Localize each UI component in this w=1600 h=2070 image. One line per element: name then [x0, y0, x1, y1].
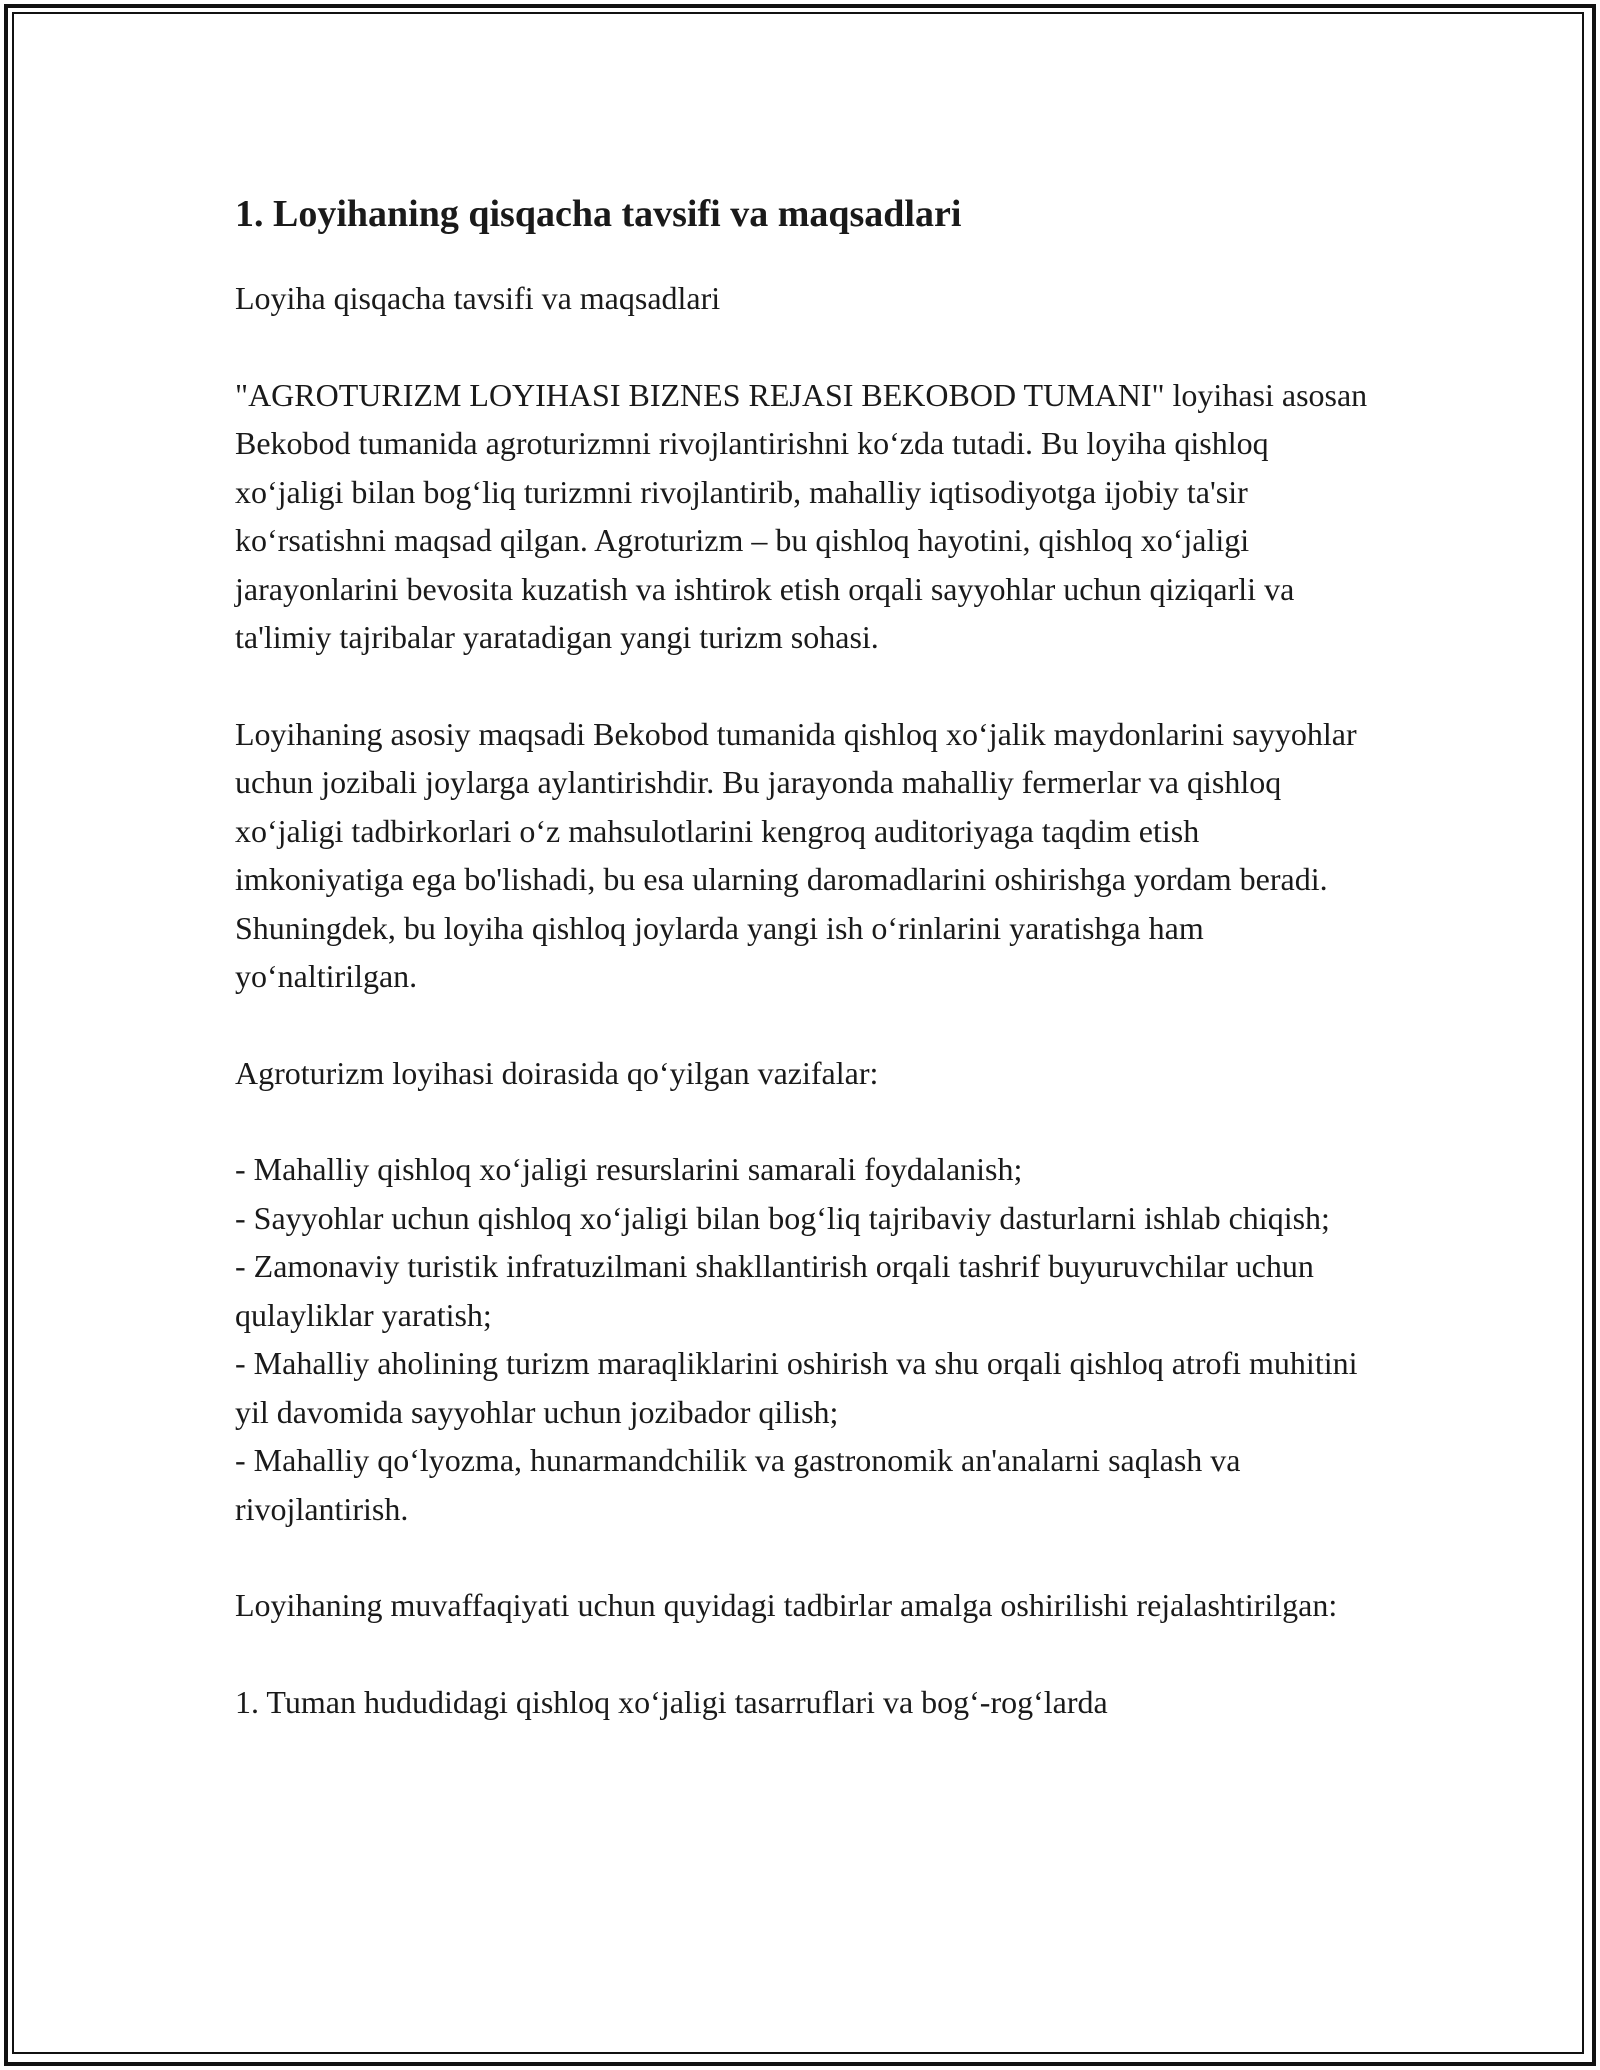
- measures-intro: Loyihaning muvaffaqiyati uchun quyidagi tadbirlar amalga oshirilishi rejalashtirilgan:: [235, 1587, 1338, 1623]
- list-item: - Mahalliy aholining turizm maraqliklarini oshirish va shu orqali qishloq atrofi muhitini yil davomida sayyohlar uchun jozibador qilish;: [235, 1345, 1358, 1430]
- goal-paragraph: Loyihaning asosiy maqsadi Bekobod tumanida qishloq xo‘jalik maydonlarini sayyohlar uchun jozibali joylarga aylantirishdir. Bu jarayonda mahalliy fermerlar va qishloq xo‘jaligi tadbirkorlari o‘z mahsulotlarini kengroq auditoriyaga taqdim etish imkoniyatiga ega bo'lishadi, bu esa ularning daromadlarini oshirishga yordam beradi. Shuningdek, bu loyiha qishloq joylarda yangi ish o‘rinlarini yaratishga ham yo‘naltirilgan.: [235, 715, 1357, 994]
- section-heading: 1. Loyihaning qisqacha tavsifi va maqsadlari: [235, 193, 962, 235]
- tasks-intro: Agroturizm loyihasi doirasida qo‘yilgan vazifalar:: [235, 1054, 879, 1091]
- intro-paragraph: "AGROTURIZM LOYIHASI BIZNES REJASI BEKOBOD TUMANI" loyihasi asosan Bekobod tumanida agroturizmni rivojlantirishni ko‘zda tutadi. Bu loyiha qishloq xo‘jaligi bilan bog‘liq turizmni rivojlantirib, mahalliy iqtisodiyotga ijobiy ta'sir ko‘rsatishni maqsad qilgan. Agroturizm – bu qishloq hayotini, qishloq xo‘jaligi jarayonlarini bevosita kuzatish va ishtirok etish orqali sayyohlar uchun qiziqarli va ta'limiy tajribalar yaratadigan yangi turizm sohasi.: [235, 376, 1368, 655]
- list-item: - Mahalliy qo‘lyozma, hunarmandchilik va gastronomik an'analarni saqlash va rivojlantirish.: [235, 1442, 1241, 1527]
- subtitle: Loyiha qisqacha tavsifi va maqsadlari: [235, 280, 721, 316]
- tasks-list: [235, 1145, 1375, 1533]
- list-item: - Mahalliy qishloq xo‘jaligi resurslarini samarali foydalanish;: [235, 1151, 1023, 1187]
- list-item: - Zamonaviy turistik infratuzilmani shakllantirish orqali tashrif buyuruvchilar uchun qulayliklar yaratish;: [235, 1248, 1314, 1333]
- list-item: - Sayyohlar uchun qishloq xo‘jaligi bilan bog‘liq tajribaviy dasturlarni ishlab chiqish;: [235, 1199, 1330, 1236]
- document-body: [235, 186, 1375, 1726]
- measures-item: 1. Tuman hududidagi qishloq xo‘jaligi tasarruflari va bog‘-rog‘larda: [235, 1683, 1108, 1720]
